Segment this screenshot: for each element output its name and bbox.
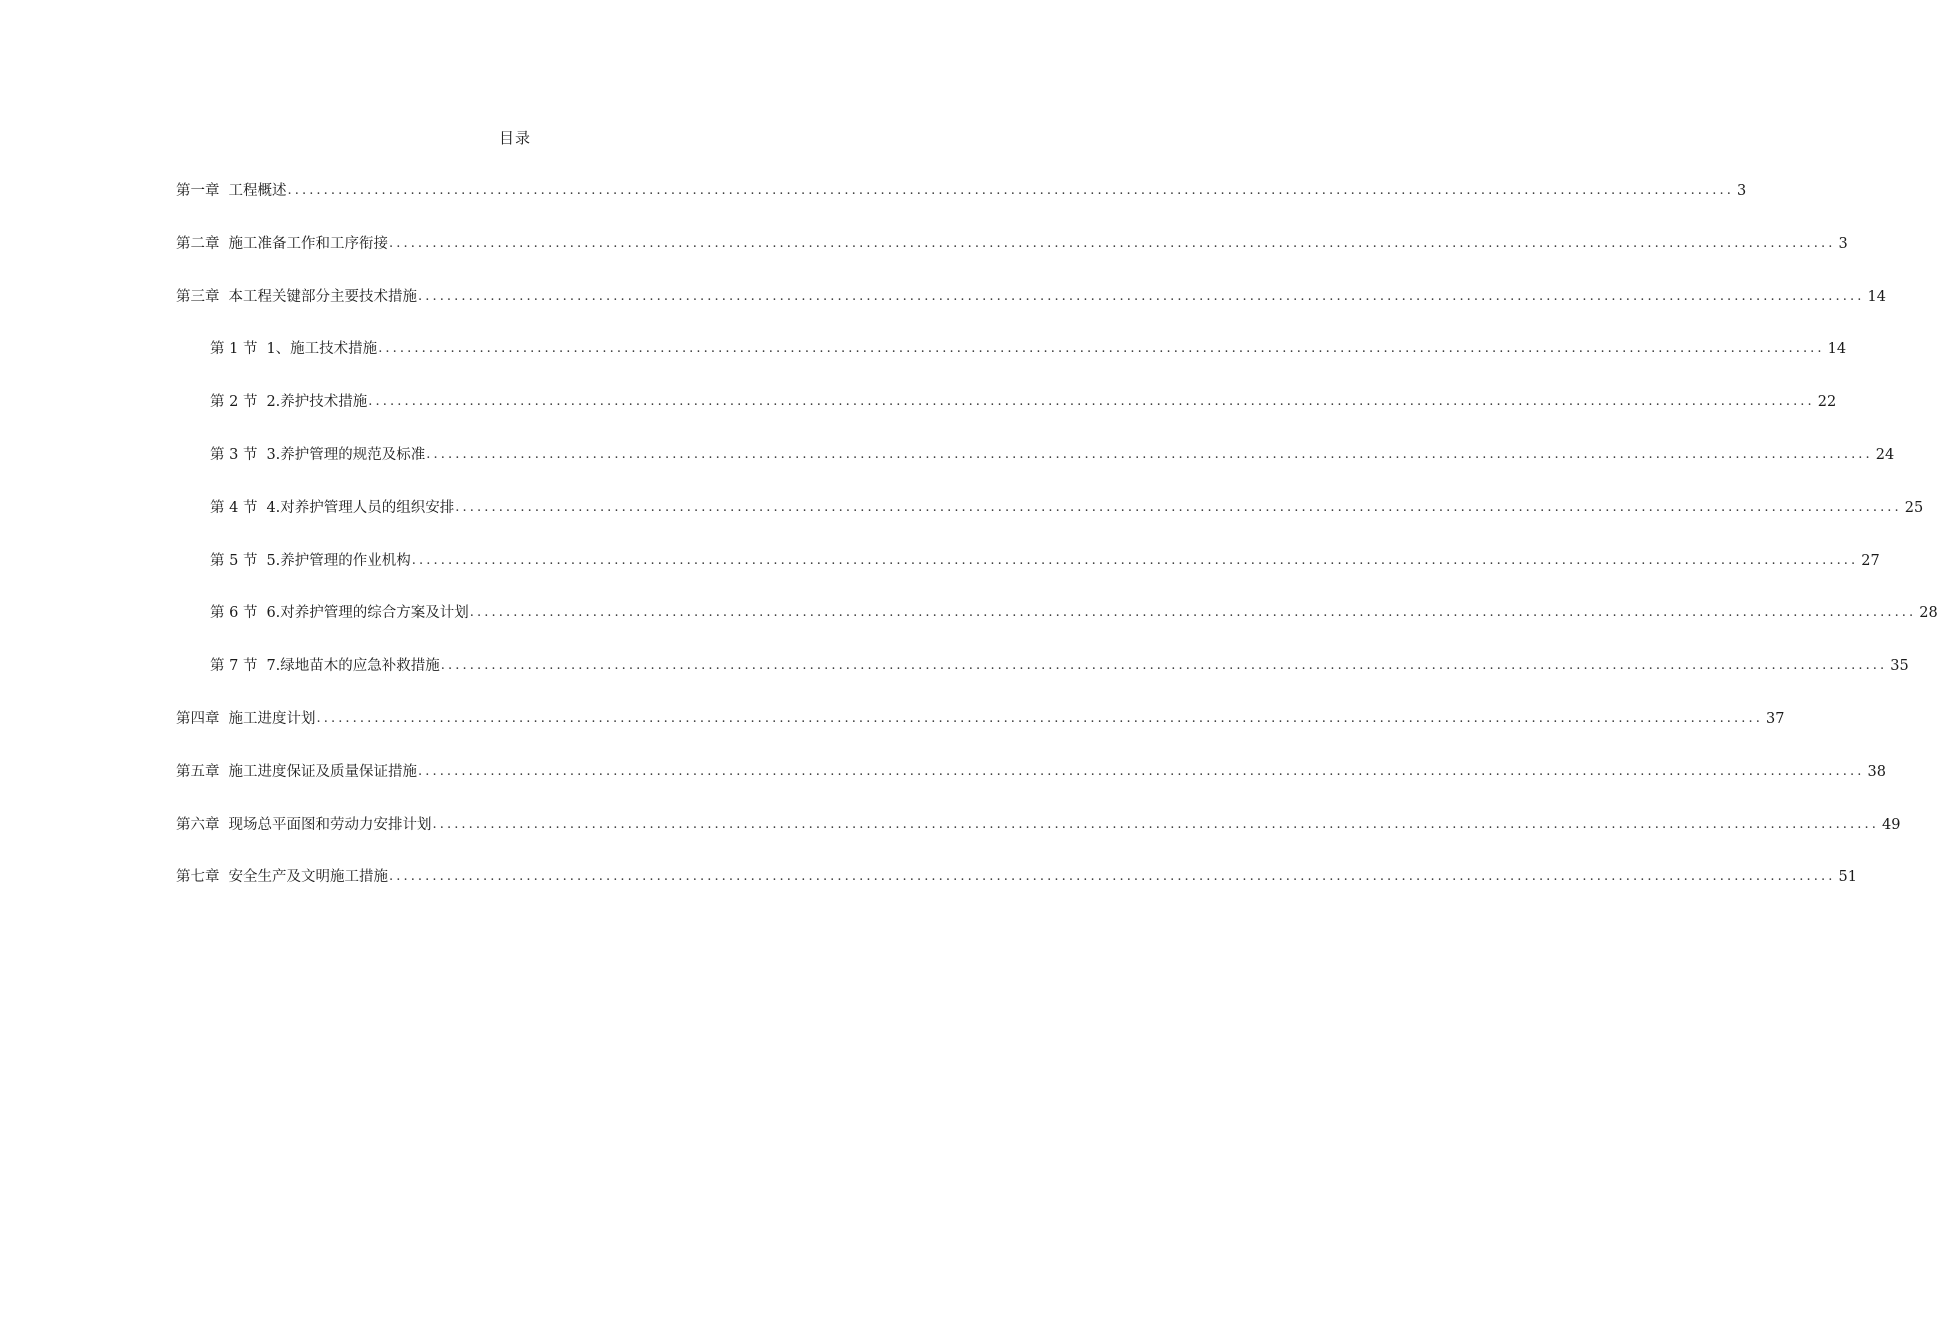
toc-entry-text: 1、施工技术措施 (266, 341, 378, 358)
toc-entry-text: 4.对养护管理人员的组织安排 (266, 499, 455, 516)
toc-entry[interactable] (210, 338, 1847, 360)
toc-page-number: 22 (1817, 394, 1837, 411)
toc-page-number: 3 (1838, 235, 1848, 252)
toc-dot-leader: ........................................................................................................................................................................................................ (368, 394, 1815, 410)
toc-dot-leader: ........................................................................................................................................................................................................ (316, 711, 1763, 726)
toc-entry-label (176, 180, 287, 202)
toc-entry-label (210, 602, 469, 624)
toc-entry-number: 第二章 (176, 235, 220, 252)
toc-dot-leader: ........................................................................................................................................................................................................ (287, 183, 1734, 198)
toc-page-number: 3 (1736, 183, 1747, 199)
toc-entry-number: 第 1 节 (210, 341, 258, 358)
toc-dot-leader: ........................................................................................................................................................................................................ (469, 605, 1917, 621)
toc-entry-label (210, 655, 440, 677)
toc-entry-text: 6.对养护管理的综合方案及计划 (266, 605, 469, 622)
toc-entry-number: 第一章 (176, 183, 220, 199)
toc-dot-leader: ........................................................................................................................................................................................................ (378, 341, 1825, 357)
toc-entry[interactable] (210, 602, 1938, 624)
toc-entry-text: 5.养护管理的作业机构 (266, 552, 411, 569)
toc-entry[interactable] (210, 655, 1909, 677)
toc-entry-number: 第 4 节 (210, 499, 258, 516)
toc-dot-leader: ........................................................................................................................................................................................................ (418, 288, 1865, 304)
toc-entry-number: 第三章 (176, 288, 220, 305)
toc-entry-number: 第 7 节 (210, 658, 258, 675)
toc-entry[interactable] (210, 497, 1924, 519)
toc-entry-text: 现场总平面图和劳动力安排计划 (228, 816, 432, 833)
toc-entry-number: 第六章 (176, 816, 220, 833)
toc-page-number: 14 (1827, 341, 1847, 358)
toc-entry-text: 工程概述 (228, 183, 287, 199)
toc-entry-label (176, 866, 388, 888)
toc-page-number: 35 (1890, 658, 1909, 675)
toc-entry-label (210, 444, 425, 466)
toc-entry[interactable] (176, 761, 1886, 783)
toc-entry[interactable] (176, 180, 1747, 202)
toc-page-number: 37 (1765, 711, 1785, 727)
toc-entry-label (176, 761, 417, 783)
toc-page-number: 24 (1875, 447, 1895, 463)
toc-dot-leader: ........................................................................................................................................................................................................ (455, 499, 1902, 515)
toc-title: 目录 (498, 129, 531, 147)
toc-entry[interactable] (210, 550, 1880, 572)
toc-entry-label (176, 814, 432, 836)
toc-entry-label (210, 550, 411, 572)
toc-entry-text: 本工程关键部分主要技术措施 (228, 288, 417, 305)
toc-page-number: 51 (1838, 869, 1857, 886)
toc-entry-number: 第 5 节 (210, 552, 258, 569)
toc-page-number: 49 (1881, 816, 1901, 833)
toc-entry[interactable] (210, 391, 1837, 413)
toc-entry-text: 施工准备工作和工序衔接 (228, 235, 388, 252)
toc-entry[interactable] (176, 866, 1857, 888)
toc-dot-leader: ........................................................................................................................................................................................................ (432, 816, 1879, 832)
toc-entry-number: 第七章 (176, 869, 220, 886)
toc-page-number: 25 (1904, 499, 1924, 516)
toc-entry-number: 第 6 节 (210, 605, 258, 622)
toc-entry-label (210, 497, 454, 519)
toc-entry-text: 3.养护管理的规范及标准 (266, 447, 426, 463)
toc-entry[interactable] (176, 233, 1848, 255)
toc-entry[interactable] (176, 286, 1886, 308)
toc-page-number: 38 (1867, 763, 1886, 780)
toc-dot-leader: ........................................................................................................................................................................................................ (411, 552, 1859, 568)
toc-entry-number: 第四章 (176, 711, 220, 727)
toc-entry-label (176, 286, 417, 308)
toc-entry-number: 第五章 (176, 763, 220, 780)
toc-page-number: 27 (1861, 552, 1880, 569)
toc-entry-label (210, 338, 377, 360)
toc-entry-number: 第 2 节 (210, 394, 258, 411)
toc-page-number: 28 (1919, 605, 1938, 622)
toc-entry-text: 7.绿地苗木的应急补救措施 (266, 658, 440, 675)
toc-dot-leader: ........................................................................................................................................................................................................ (426, 447, 1873, 462)
toc-entry-text: 安全生产及文明施工措施 (228, 869, 388, 886)
toc-dot-leader: ........................................................................................................................................................................................................ (418, 763, 1865, 779)
toc-entry[interactable] (176, 814, 1901, 836)
toc-entry-text: 施工进度计划 (228, 711, 316, 727)
toc-entry[interactable] (176, 708, 1785, 730)
toc-entry-label (210, 391, 367, 413)
toc-entry-text: 2.养护技术措施 (266, 394, 368, 411)
toc-entry-text: 施工进度保证及质量保证措施 (228, 763, 417, 780)
toc-entry-number: 第 3 节 (210, 447, 258, 463)
toc-entry-label (176, 708, 316, 730)
toc-dot-leader: ........................................................................................................................................................................................................ (440, 658, 1888, 674)
toc-page-number: 14 (1867, 288, 1886, 305)
toc-entry-label (176, 233, 388, 255)
toc-dot-leader: ........................................................................................................................................................................................................ (389, 869, 1836, 885)
toc-entry[interactable] (210, 444, 1895, 466)
toc-dot-leader: ........................................................................................................................................................................................................ (389, 235, 1836, 251)
